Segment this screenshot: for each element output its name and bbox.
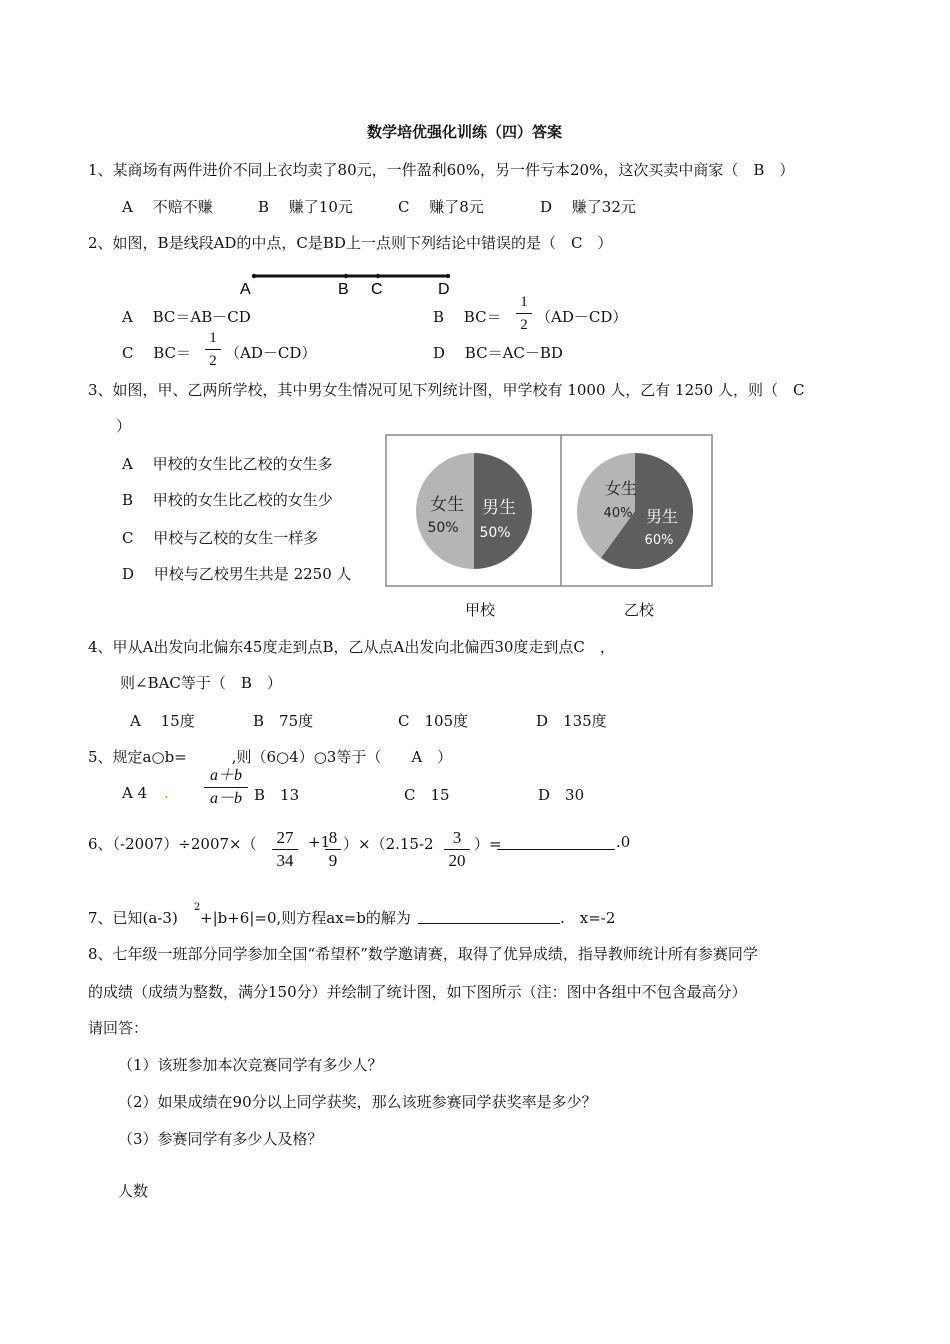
point-d-dot <box>446 274 450 278</box>
fraction-denominator: 2 <box>209 353 217 369</box>
q8-sub1: （1）该班参加本次竞赛同学有多少人？ <box>118 1056 383 1074</box>
q7-part2: +|b+6|=0,则方程ax=b的解为 <box>200 909 411 927</box>
q7-answer: . x=-2 <box>560 909 616 927</box>
q5-option-d: D 30 <box>538 786 585 804</box>
fraction-numerator: 1 <box>209 330 217 346</box>
q7-superscript: 2 <box>194 902 201 913</box>
fraction-denominator: 20 <box>448 851 466 870</box>
q6-part4: ）= <box>474 835 502 853</box>
q3-option-a: A 甲校的女生比乙校的女生多 <box>122 455 333 473</box>
q4-stem-line2: 则∠BAC等于（ B ） <box>120 674 282 692</box>
pie-right-female-label: 女生 <box>604 479 638 498</box>
point-a-label: A <box>240 281 251 298</box>
fraction-numerator: 27 <box>276 828 294 847</box>
q6-answer: .0 <box>616 833 631 851</box>
q2-option-c-fraction <box>205 328 221 371</box>
fraction-numerator: 1 <box>520 294 528 310</box>
pie-right-caption: 乙校 <box>624 601 655 619</box>
q3-option-d: D 甲校与乙校男生共是 2250 人 <box>122 565 352 583</box>
q1-stem: 1、某商场有两件进价不同上衣均卖了80元，一件盈利60%，另一件亏本20%，这次买卖中商家（ B ） <box>88 161 795 179</box>
segment-diagram <box>230 264 470 298</box>
q5-fraction <box>204 766 248 809</box>
point-b-label: B <box>338 281 349 298</box>
q8-line3: 请回答： <box>88 1019 149 1037</box>
q4-option-a: A 15度 <box>130 712 195 730</box>
pie-charts-figure <box>385 434 715 588</box>
q8-line1: 8、七年级一班部分同学参加全国“希望杯”数学邀请赛，取得了优异成绩，指导教师统计所有参赛同学 <box>88 945 758 963</box>
pie-right-male-label: 男生 <box>645 507 679 526</box>
q2-option-b-pre: B BC＝ <box>433 308 502 326</box>
q7-answer-blank <box>418 907 560 924</box>
q1-option-b: B 赚了10元 <box>258 198 353 216</box>
q2-stem: 2、如图，B是线段AD的中点，C是BD上一点则下列结论中错误的是（ C ） <box>88 234 613 252</box>
pie-right-male-pct: 60% <box>644 533 674 548</box>
q4-option-b: B 75度 <box>253 712 314 730</box>
q3-stem-line1: 3、如图，甲、乙两所学校，其中男女生情况可见下列统计图，甲学校有 1000 人，乙有 1250 人，则（ C <box>88 381 805 399</box>
q3-stem-line2: ） <box>116 417 132 435</box>
page-title: 数学培优强化训练（四）答案 <box>367 123 563 141</box>
fraction-numerator: 3 <box>452 828 462 847</box>
q6-fraction-3 <box>444 828 470 871</box>
q8-axis-label: 人数 <box>118 1182 149 1200</box>
q5-option-a: A 4 <box>122 784 148 802</box>
fraction-denominator: 34 <box>276 851 294 870</box>
q5-option-b: B 13 <box>254 786 300 804</box>
q1-option-c: C 赚了8元 <box>398 198 484 216</box>
pie-left-caption: 甲校 <box>465 601 496 619</box>
pie-left-male-label: 男生 <box>482 498 516 518</box>
q4-stem-line1: 4、甲从A出发向北偏东45度走到点B，乙从点A出发向北偏西30度走到点C ， <box>88 638 615 656</box>
q2-option-c-pre: C BC＝ <box>122 344 192 362</box>
q5-option-c: C 15 <box>404 786 450 804</box>
point-b-dot <box>344 274 348 278</box>
q2-option-b-post: （AD－CD） <box>536 308 628 326</box>
q6-part2: +1 <box>308 833 331 851</box>
q6-part3: ）×（2.15-2 <box>343 835 434 853</box>
q3-option-c: C 甲校与乙校的女生一样多 <box>122 529 319 547</box>
q2-option-b-fraction <box>516 292 532 335</box>
point-c-label: C <box>371 281 383 298</box>
pie-left-female-label: 女生 <box>430 495 464 515</box>
q5-stem: 5、规定a○b= ,则（6○4）○3等于（ A ） <box>88 748 453 766</box>
pie-right-female-pct: 40% <box>603 506 633 521</box>
fraction-denominator: 2 <box>520 317 528 333</box>
q5-mark-dot: . <box>164 784 169 802</box>
point-a-dot <box>252 274 256 278</box>
q2-option-c-post: （AD－CD） <box>225 344 317 362</box>
q2-option-d: D BC＝AC－BD <box>433 344 563 362</box>
q6-answer-blank <box>497 833 615 850</box>
fraction-denominator: a－b <box>209 790 242 807</box>
q3-option-b: B 甲校的女生比乙校的女生少 <box>122 491 333 509</box>
point-c-dot <box>376 274 380 278</box>
q2-option-a: A BC＝AB－CD <box>122 308 251 326</box>
q6-fraction-1 <box>272 828 298 871</box>
q8-sub3: （3）参赛同学有多少人及格？ <box>118 1130 323 1148</box>
q8-sub2: （2）如果成绩在90分以上同学获奖，那么该班参赛同学获奖率是多少？ <box>118 1093 597 1111</box>
q6-fraction-2 <box>325 828 341 871</box>
q8-line2: 的成绩（成绩为整数，满分150分）并绘制了统计图，如下图所示（注：图中各组中不包含最高分） <box>88 983 747 1001</box>
q4-option-c: C 105度 <box>398 712 469 730</box>
q7-part1: 7、已知(a-3) <box>88 909 178 927</box>
q6-part1: 6、（-2007）÷2007×（ <box>88 835 257 853</box>
q4-option-d: D 135度 <box>536 712 607 730</box>
fraction-numerator: a＋b <box>209 767 242 784</box>
fraction-numerator: 8 <box>328 828 338 847</box>
point-d-label: D <box>438 281 450 298</box>
fraction-denominator: 9 <box>328 851 338 870</box>
pie-left-male-pct: 50% <box>479 525 511 541</box>
q1-option-a: A 不赔不赚 <box>122 198 213 216</box>
pie-left-female-pct: 50% <box>427 520 459 536</box>
q1-option-d: D 赚了32元 <box>540 198 636 216</box>
